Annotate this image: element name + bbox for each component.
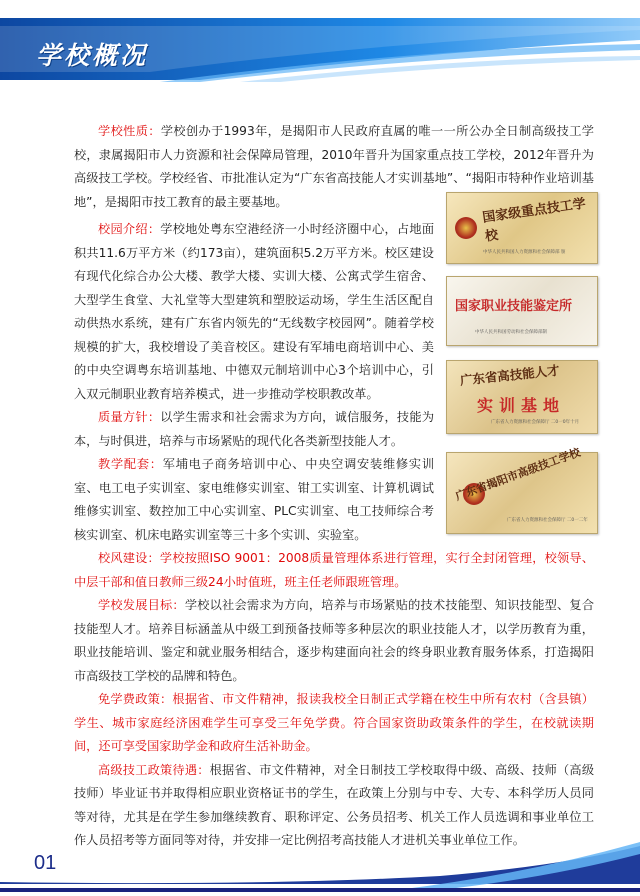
paragraph-goal bbox=[74, 594, 594, 688]
paragraph-style bbox=[74, 547, 594, 594]
plaque-national-key-school bbox=[446, 192, 598, 264]
paragraph-tuition bbox=[74, 688, 594, 759]
nature-text: 学校创办于1993年，是揭阳市人民政府直属的唯一一所公办全日制高级技工学校，隶属揭阳市人力资源和社会保障局管理，2010年晋升为国家重点技工学校，2012年晋升为高级技工学校。学校经省、市批准认定为“广东省高技能人才实训基地”、“揭阳市特种作业培训基地”，是揭阳市技工教育的最主要基地。 bbox=[74, 124, 594, 209]
page-footer bbox=[0, 836, 640, 892]
plaque-skill-appraisal bbox=[446, 276, 598, 346]
page-number: 01 bbox=[34, 852, 57, 874]
campus-label: 校园介绍： bbox=[98, 222, 161, 236]
goal-label: 学校发展目标： bbox=[98, 598, 185, 612]
facilities-text: 军埔电子商务培训中心、中央空调安装维修实训室、电工电子实训室、家电维修实训室、钳工实训室、计算机调试维修实训室、数控加工中心实训室、PLC实训室、电工技师综合考核实训室、机床电路实训室等三十多个实训、实验室。 bbox=[74, 457, 435, 542]
plaque-jieyang-senior-school bbox=[446, 445, 598, 534]
plaque2-title: 国家职业技能鉴定所 bbox=[455, 299, 573, 314]
paragraph-campus bbox=[74, 218, 434, 406]
plaque1-subtitle: 中华人民共和国人力资源和社会保障部 颁 bbox=[483, 250, 566, 255]
tuition-text: 免学费政策：根据省、市文件精神，报读我校全日制正式学籍在校生中所有农村（含县镇）学生、城市家庭经济困难学生可享受三年免学费。符合国家资助政策条件的学生，在校就读期间，还可享受国家助学金和政府生活补助金。 bbox=[74, 692, 594, 753]
plaque4-subtitle: 广东省人力资源和社会保障厅 二0一二年 bbox=[507, 518, 588, 523]
plaque-training-base bbox=[446, 360, 598, 434]
plaque3-title: 广东省高技能人才 bbox=[459, 362, 561, 388]
campus-text: 学校地处粤东空港经济一小时经济圈中心，占地面积共11.6万平方米（约173亩），建筑面积5.2万平方米。校区建设有现代化综合办公大楼、教学大楼、实训大楼、公寓式学生宿舍、大型学生食堂、大礼堂等大型建筑和塑胶运动场，学生生活区配自动供热水系统，建有广东省内领先的“无线数字校园网”。随着学校规模的扩大，我校增设了美音校区。建设有军埔电商培训中心、美的中央空调粤东培训基地、中德双元制培训中心3个培训中心，引入双元制职业教育培养模式，进一步推动学校职教改革。 bbox=[74, 222, 435, 401]
paragraph-policy bbox=[74, 406, 434, 453]
plaque3-title-line2: 实训基地 bbox=[477, 396, 566, 415]
nature-label: 学校性质： bbox=[98, 124, 161, 138]
goal-text: 学校以社会需求为方向，培养与市场紧贴的技术技能型、知识技能型、复合技能型人才。培养目标涵盖从中级工到预备技师等多种层次的职业技能人才，以学历教育为重，职业技能培训、鉴定和就业服务相结合，逐步构建面向社会的终身职业教育服务体系，打造揭阳市高级技工学校的品牌和特色。 bbox=[74, 598, 595, 683]
footer-wave-graphic bbox=[0, 836, 640, 892]
page-title: 学校概况 bbox=[36, 41, 149, 70]
treatment-label: 高级技工政策待遇： bbox=[98, 762, 210, 777]
facilities-label: 教学配套： bbox=[98, 457, 163, 471]
policy-label: 质量方针： bbox=[98, 410, 161, 424]
paragraph-facilities bbox=[74, 453, 434, 547]
policy-text: 以学生需求和社会需求为方向，诚信服务，技能为本，与时俱进，培养与市场紧贴的现代化各类新型技能人才。 bbox=[74, 410, 435, 448]
plaque4-title: 广东省揭阳市高级技工学校 bbox=[453, 445, 583, 504]
national-emblem-icon bbox=[455, 217, 477, 239]
plaque2-subtitle: 中华人民共和国劳动和社会保障部制 bbox=[475, 330, 547, 335]
plaque3-subtitle: 广东省人力资源和社会保障厅 二0一0年十月 bbox=[491, 420, 580, 425]
treatment-text: 根据省、市文件精神，对全日制技工学校取得中级、高级、技师（高级技师）毕业证书并取得相应职业资格证书的学生，在政策上分别与中专、大专、本科学历人员同等对待，尤其是在学生参加继续教育、职称评定、公务员招考、机关工作人员选调和事业单位工作人员招考等方面同等对待，并安排一定比例招考高技能人才进机关事业单位工作。 bbox=[74, 762, 595, 847]
plaque1-title: 国家级重点技工学校 bbox=[481, 196, 587, 245]
style-text: 校风建设：学校按照ISO 9001：2008质量管理体系进行管理，实行全封闭管理，校领导、中层干部和值日教师三级24小时值班，班主任老师跟班管理。 bbox=[74, 551, 594, 589]
page-header bbox=[0, 0, 640, 82]
